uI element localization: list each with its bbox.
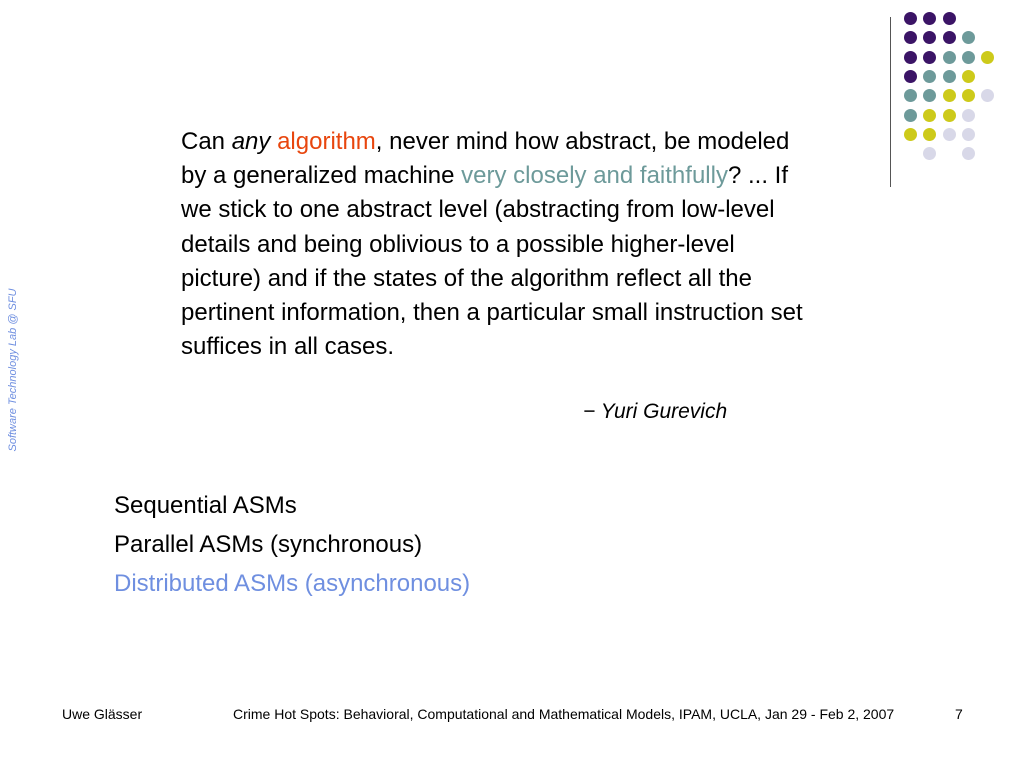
quote-attribution: − Yuri Gurevich bbox=[583, 400, 728, 423]
decorative-dot bbox=[923, 147, 936, 160]
decorative-dot bbox=[943, 109, 956, 122]
footer-event: Crime Hot Spots: Behavioral, Computational and Mathematical Models, IPAM, UCLA, Jan 29 - Feb 2, 2007 bbox=[233, 706, 895, 722]
topic-item-highlighted: Distributed ASMs (asynchronous) bbox=[114, 570, 471, 597]
decorative-dot bbox=[904, 128, 917, 141]
decorative-dot bbox=[981, 51, 994, 64]
decorative-dot bbox=[943, 12, 956, 25]
decorative-dot bbox=[923, 31, 936, 44]
topic-item: Sequential ASMs bbox=[114, 492, 297, 519]
decorative-dot bbox=[943, 89, 956, 102]
decorative-dot bbox=[943, 51, 956, 64]
decorative-divider-line bbox=[890, 17, 891, 187]
decorative-dot bbox=[904, 31, 917, 44]
quote-text-start: Can bbox=[181, 128, 232, 155]
decorative-dot bbox=[943, 70, 956, 83]
decorative-dot bbox=[923, 12, 936, 25]
decorative-dot bbox=[962, 70, 975, 83]
decorative-dot bbox=[904, 12, 917, 25]
decorative-dot bbox=[923, 109, 936, 122]
quote-highlight-closely: very closely and faithfully bbox=[461, 162, 728, 190]
quote-highlight-algorithm: algorithm bbox=[277, 128, 376, 155]
quote-block bbox=[181, 125, 821, 364]
decorative-dot bbox=[962, 31, 975, 44]
decorative-dot bbox=[904, 51, 917, 64]
side-label-text: Software Technology Lab @ SFU bbox=[7, 288, 19, 452]
decorative-dot bbox=[962, 128, 975, 141]
decorative-dot bbox=[923, 51, 936, 64]
footer-author: Uwe Glässer bbox=[62, 706, 143, 722]
decorative-dot bbox=[962, 147, 975, 160]
decorative-dot bbox=[943, 128, 956, 141]
decorative-dot bbox=[923, 128, 936, 141]
decorative-dot bbox=[904, 109, 917, 122]
decorative-dot-grid bbox=[904, 12, 1014, 168]
topic-item: Parallel ASMs (synchronous) bbox=[114, 531, 423, 558]
decorative-dot bbox=[962, 89, 975, 102]
decorative-dot bbox=[923, 70, 936, 83]
decorative-dot bbox=[943, 31, 956, 44]
decorative-dot bbox=[904, 89, 917, 102]
quote-text-end: ? ... If we stick to one abstract level (abstracting from low-level details and being oblivious to a possible higher-level picture) and if the states of the algorithm reflect all the pertinent information, then a particular small instruction set suffices in all cases. bbox=[181, 162, 803, 361]
decorative-dot bbox=[962, 109, 975, 122]
decorative-dot bbox=[962, 51, 975, 64]
decorative-dot bbox=[923, 89, 936, 102]
decorative-dot bbox=[981, 89, 994, 102]
topic-list bbox=[114, 486, 470, 603]
footer-page-number: 7 bbox=[955, 706, 963, 722]
quote-emphasis-any: any bbox=[231, 128, 271, 155]
quote-text-middle: , never mind how abstract, be modeled by a generalized machine bbox=[181, 128, 790, 190]
decorative-dot bbox=[904, 70, 917, 83]
